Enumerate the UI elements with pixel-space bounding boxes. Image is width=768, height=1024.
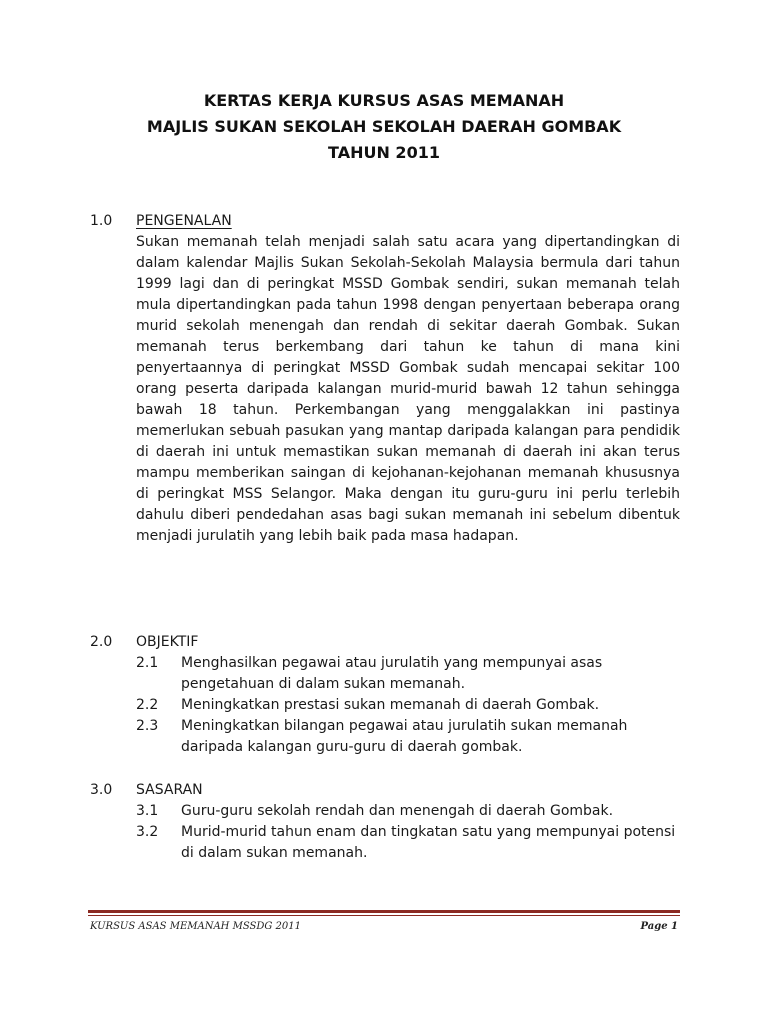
section-heading (90, 211, 680, 232)
item-number: 3.2 (136, 824, 159, 840)
section-title: OBJEKTIF (136, 634, 199, 650)
title-line-3: TAHUN 2011 (328, 143, 440, 162)
item-text: Meningkatkan bilangan pegawai atau jurulatih sukan memanah daripada kalangan guru-guru di daerah gombak. (181, 718, 628, 755)
list-item (136, 695, 680, 716)
item-text: Menghasilkan pegawai atau jurulatih yang mempunyai asas pengetahuan di dalam sukan memanah. (181, 655, 603, 692)
list-item (136, 653, 680, 695)
item-number: 3.1 (136, 803, 159, 819)
item-number: 2.1 (136, 655, 159, 671)
section-number: 1.0 (90, 213, 113, 229)
list-item (136, 801, 680, 822)
footer-title: KURSUS ASAS MEMANAH MSSDG 2011 (90, 921, 301, 932)
item-number: 2.3 (136, 718, 159, 734)
section-title: PENGENALAN (136, 213, 232, 229)
section-title: SASARAN (136, 782, 203, 798)
section-objektif (90, 632, 680, 758)
section-pengenalan (90, 211, 680, 547)
title-line-1: KERTAS KERJA KURSUS ASAS MEMANAH (203, 91, 565, 110)
item-text: Murid-murid tahun enam dan tingkatan satu yang mempunyai potensi di dalam sukan memanah. (181, 824, 676, 861)
item-number: 2.2 (136, 697, 159, 713)
item-text: Guru-guru sekolah rendah dan menengah di daerah Gombak. (181, 803, 614, 819)
section-number: 2.0 (90, 634, 113, 650)
footer-rule-thick (88, 910, 680, 913)
page-number: Page 1 (640, 921, 678, 932)
section-heading (90, 780, 680, 801)
section-sasaran (90, 780, 680, 864)
list-item (136, 716, 680, 758)
title-line-2: MAJLIS SUKAN SEKOLAH SEKOLAH DAERAH GOMBAK (146, 117, 622, 136)
section-heading (90, 632, 680, 653)
document-title (0, 88, 768, 166)
section-number: 3.0 (90, 782, 113, 798)
item-text: Meningkatkan prestasi sukan memanah di daerah Gombak. (181, 697, 600, 713)
section-body: Sukan memanah telah menjadi salah satu acara yang dipertandingkan di dalam kalendar Majlis Sukan Sekolah-Sekolah Malaysia bermula dari tahun 1999 lagi dan di peringkat MSSD Gombak sendiri, sukan memanah telah mula dipertandingkan pada tahun 1998 dengan penyertaan beberapa orang murid sekolah menengah dan rendah di sekitar daerah Gombak. Sukan memanah terus berkembang dari tahun ke tahun di mana kini penyertaannya di peringkat MSSD Gombak sudah mencapai sekitar 100 orang peserta daripada kalangan murid-murid bawah 12 tahun sehingga bawah 18 tahun. Perkembangan yang menggalakkan ini pastinya memerlukan sebuah pasukan yang mantap daripada kalangan para pendidik di daerah ini untuk memastikan sukan memanah di daerah ini akan terus mampu memberikan saingan di kejohanan-kejohanan memanah khususnya di peringkat MSS Selangor. Maka dengan itu guru-guru ini perlu terlebih dahulu diberi pendedahan asas bagi sukan memanah ini sebelum dibentuk menjadi jurulatih yang lebih baik pada masa hadapan. (136, 234, 680, 544)
list-item (136, 822, 680, 864)
footer-rule-thin (88, 915, 680, 916)
